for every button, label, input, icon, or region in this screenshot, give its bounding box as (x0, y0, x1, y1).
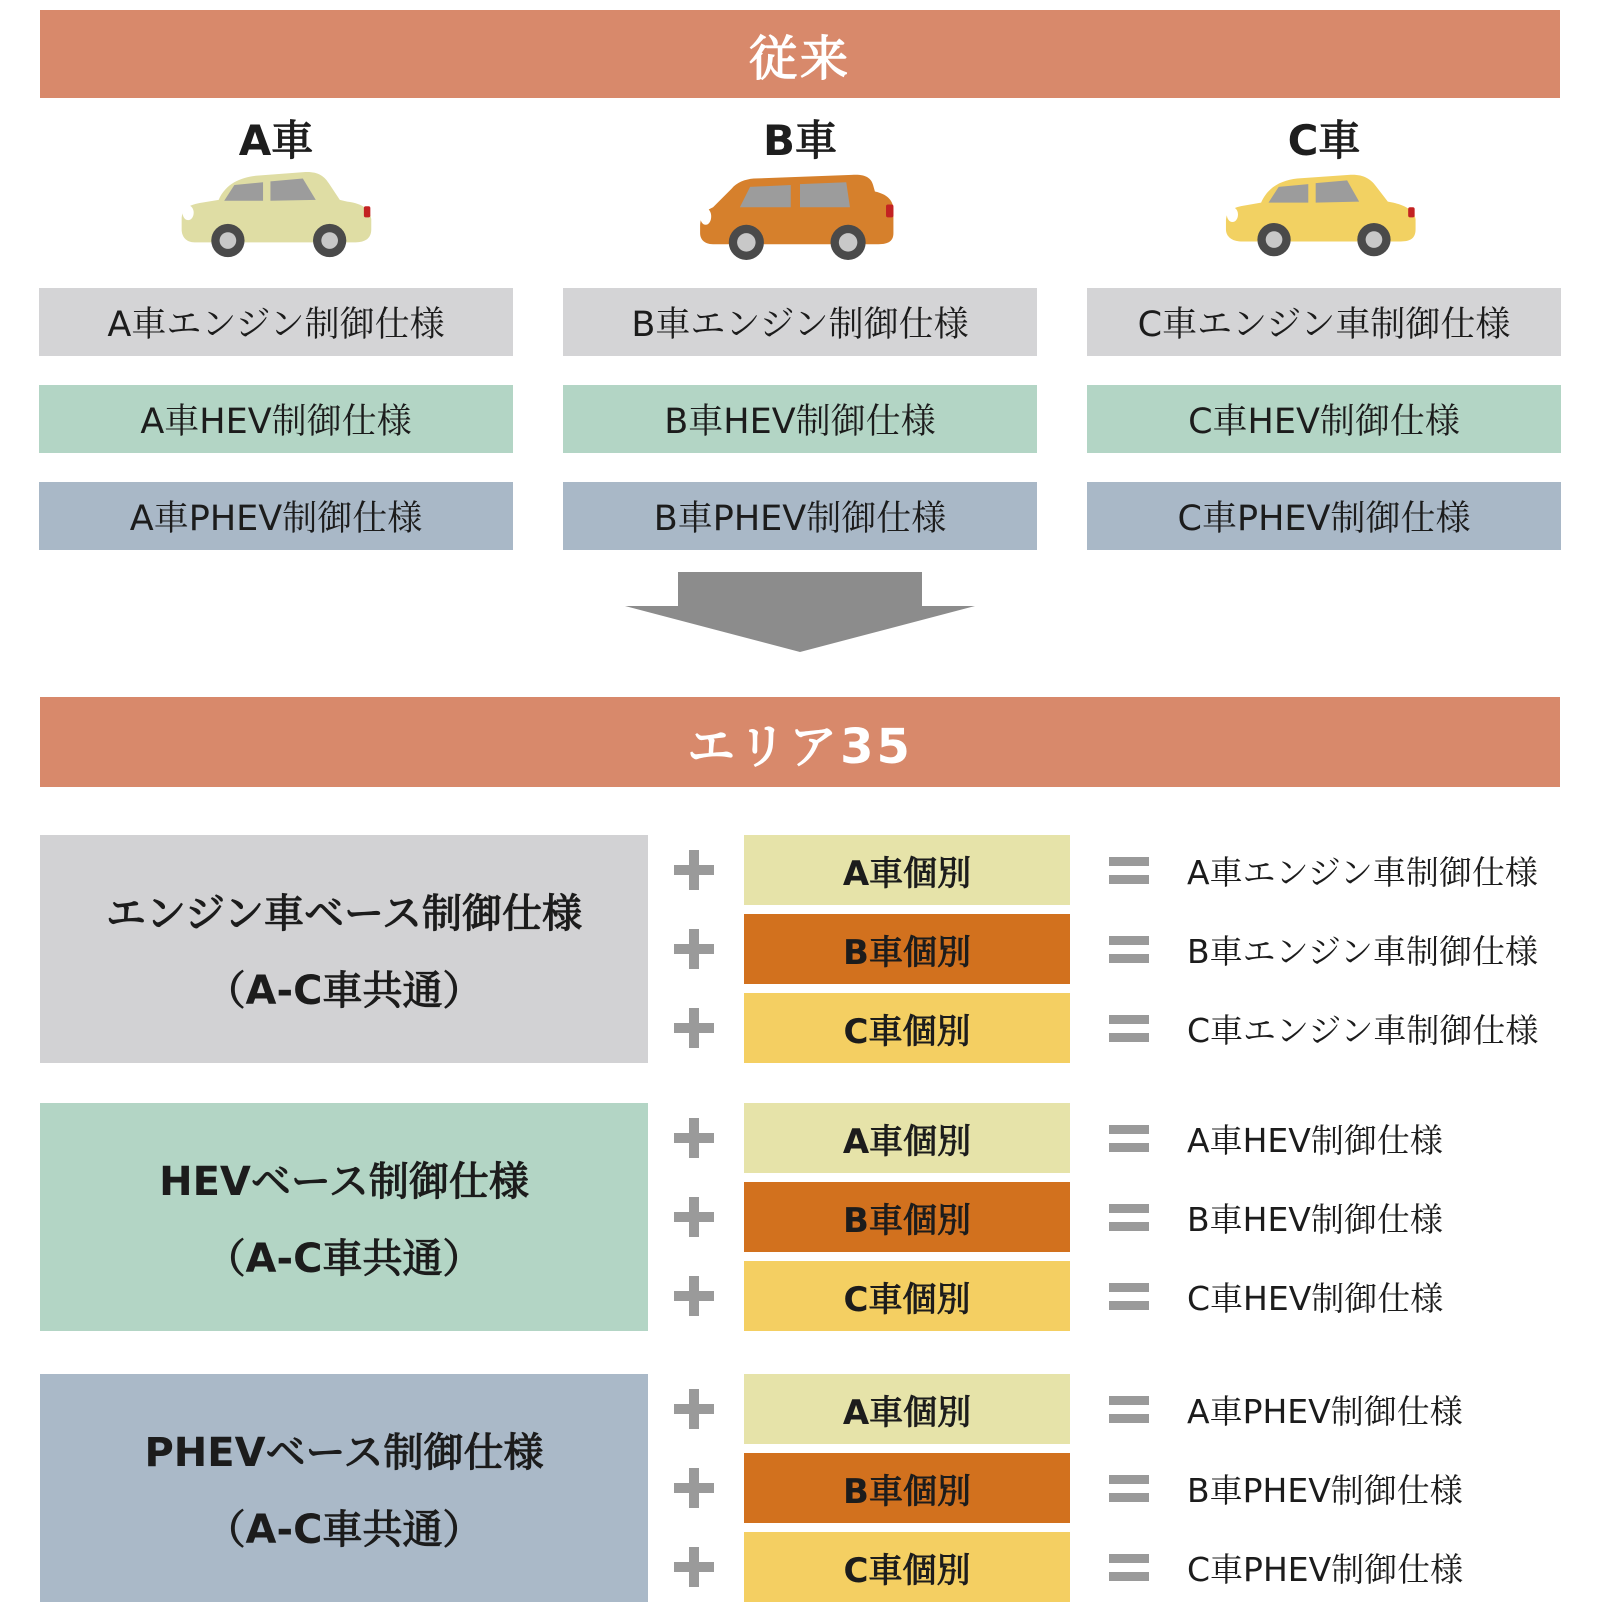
equation-row (40, 835, 1560, 905)
equation-row (40, 1374, 1560, 1444)
result-text: A車HEV制御仕様 (1187, 1120, 1443, 1160)
vehicle-b-label: B車 (762, 116, 837, 165)
plus-icon (674, 1118, 714, 1158)
phev-base-line2: （A-C車共通） (205, 1507, 483, 1553)
area35-group-engine (40, 835, 1560, 1063)
hev-base-line1: HEVベース制御仕様 (159, 1159, 529, 1205)
equation-row (40, 1532, 1560, 1602)
car-b-body (700, 175, 893, 245)
result-text: B車エンジン車制御仕様 (1187, 931, 1538, 971)
equation-row (40, 1453, 1560, 1523)
equation-row (40, 1182, 1560, 1252)
part-box-c: C車個別 (744, 993, 1070, 1063)
spec-box-b-engine: B車エンジン制御仕様 (563, 288, 1037, 356)
legacy-header-banner: 従来 (40, 10, 1560, 98)
car-b-icon (689, 158, 911, 262)
result-text: C車HEV制御仕様 (1187, 1278, 1444, 1318)
spec-box-b-hev: B車HEV制御仕様 (563, 385, 1037, 453)
part-box-b: B車個別 (744, 1182, 1070, 1252)
legacy-column-c (1087, 108, 1561, 550)
equals-icon (1109, 1475, 1149, 1502)
result-text: C車PHEV制御仕様 (1187, 1549, 1464, 1589)
spec-box-a-engine: A車エンジン制御仕様 (39, 288, 513, 356)
plus-icon (674, 1389, 714, 1429)
plus-icon (674, 929, 714, 969)
legacy-column-a (39, 108, 513, 550)
engine-base-line2: （A-C車共通） (205, 968, 483, 1014)
equals-icon (1109, 1015, 1149, 1042)
car-c-icon (1213, 158, 1435, 262)
car-a-icon (165, 158, 387, 262)
part-box-b: B車個別 (744, 914, 1070, 984)
spec-box-c-engine: C車エンジン車制御仕様 (1087, 288, 1561, 356)
result-text: C車エンジン車制御仕様 (1187, 1010, 1539, 1050)
vehicle-c-label: C車 (1287, 116, 1361, 165)
part-box-b: B車個別 (744, 1453, 1070, 1523)
plus-icon (674, 1547, 714, 1587)
equation-row (40, 993, 1560, 1063)
equals-icon (1109, 936, 1149, 963)
equals-icon (1109, 1125, 1149, 1152)
result-text: B車HEV制御仕様 (1187, 1199, 1443, 1239)
equals-icon (1109, 1554, 1149, 1581)
part-box-c: C車個別 (744, 1261, 1070, 1331)
equals-icon (1109, 1396, 1149, 1423)
part-box-c: C車個別 (744, 1532, 1070, 1602)
plus-icon (674, 1276, 714, 1316)
spec-box-a-hev: A車HEV制御仕様 (39, 385, 513, 453)
plus-icon (674, 1008, 714, 1048)
result-text: A車エンジン車制御仕様 (1187, 852, 1538, 892)
area35-group-phev (40, 1374, 1560, 1602)
spec-box-a-phev: A車PHEV制御仕様 (39, 482, 513, 550)
part-box-a: A車個別 (744, 1374, 1070, 1444)
result-text: B車PHEV制御仕様 (1187, 1470, 1463, 1510)
spec-box-c-phev: C車PHEV制御仕様 (1087, 482, 1561, 550)
down-arrow-icon (625, 572, 975, 652)
plus-icon (674, 850, 714, 890)
vehicle-a-label: A車 (238, 116, 314, 165)
plus-icon (674, 1197, 714, 1237)
area35-header-banner: エリア35 (40, 697, 1560, 787)
result-text: A車PHEV制御仕様 (1187, 1391, 1463, 1431)
part-box-a: A車個別 (744, 835, 1070, 905)
area35-group-hev (40, 1103, 1560, 1331)
engine-base-line1: エンジン車ベース制御仕様 (106, 891, 582, 937)
equation-row (40, 914, 1560, 984)
spec-box-b-phev: B車PHEV制御仕様 (563, 482, 1037, 550)
equation-row (40, 1261, 1560, 1331)
spec-box-c-hev: C車HEV制御仕様 (1087, 385, 1561, 453)
equals-icon (1109, 857, 1149, 884)
hev-base-line2: （A-C車共通） (205, 1236, 483, 1282)
phev-base-line1: PHEVベース制御仕様 (144, 1430, 544, 1476)
equals-icon (1109, 1204, 1149, 1231)
equals-icon (1109, 1283, 1149, 1310)
equation-row (40, 1103, 1560, 1173)
plus-icon (674, 1468, 714, 1508)
part-box-a: A車個別 (744, 1103, 1070, 1173)
legacy-column-b (563, 108, 1037, 550)
